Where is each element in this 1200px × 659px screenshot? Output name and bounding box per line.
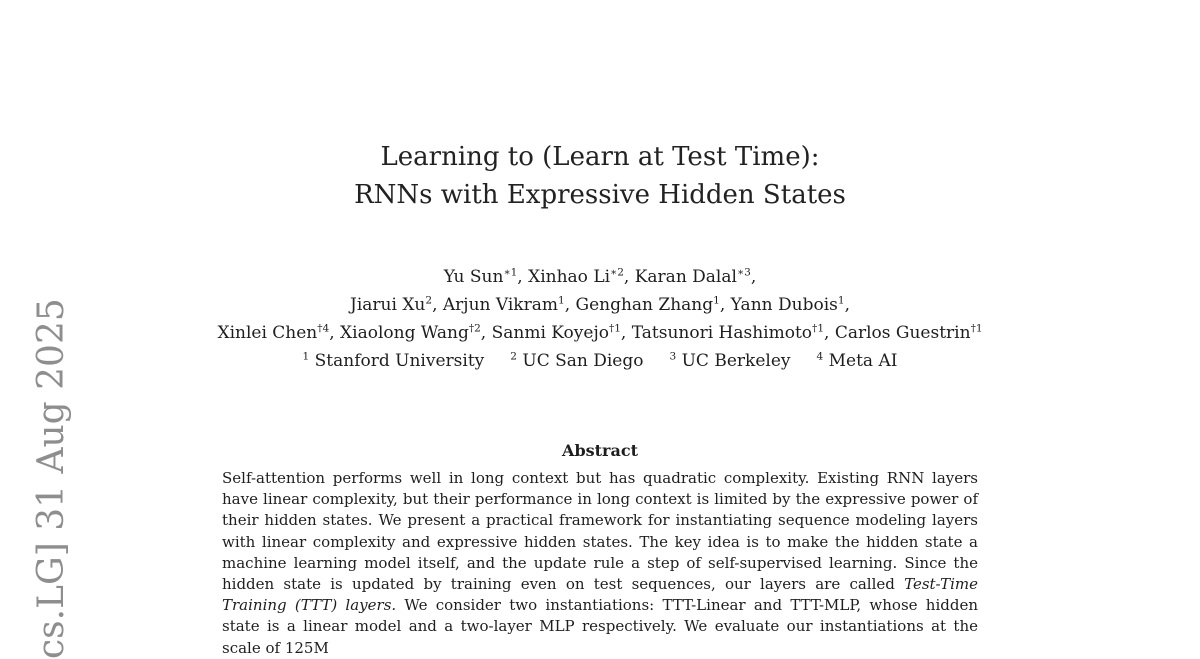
author-name: Karan Dalal	[634, 267, 737, 287]
affiliation-number: 1	[302, 350, 310, 363]
author-separator: ,	[564, 295, 576, 315]
author-affiliation-marker: ∗1	[503, 266, 518, 279]
affiliation-meta	[817, 351, 898, 371]
author-affiliation-marker: †2	[468, 322, 481, 335]
author-separator: ,	[620, 323, 632, 343]
arxiv-watermark: cs.LG] 31 Aug 2025	[31, 298, 72, 659]
abstract-heading: Abstract	[562, 441, 638, 460]
abstract-text-segment-2: We consider two instantiations: TTT-Linear and TTT-MLP, whose hidden state is a linear model and a two-layer MLP respectively. We evaluate our instantiations at the scale of 125M	[222, 596, 978, 657]
abstract-text	[222, 468, 978, 659]
abstract-italic-segment: Test-Time Training (TTT) layers.	[222, 575, 978, 615]
author-name: Arjun Vikram	[442, 295, 558, 315]
author-affiliation-marker: ∗3	[736, 266, 751, 279]
author-name: Yu Sun	[443, 267, 504, 287]
author-separator: ,	[432, 295, 443, 315]
author-separator: ,	[517, 267, 529, 287]
author-affiliation-marker: †1	[970, 322, 983, 335]
author-name: Tatsunori Hashimoto	[631, 323, 813, 343]
affiliation-name: Meta AI	[823, 351, 898, 371]
affiliation-number: 4	[816, 350, 824, 363]
author-name: Genghan Zhang	[575, 295, 714, 315]
author-name: Xinlei Chen	[217, 323, 318, 343]
author-name: Sanmi Koyejo	[491, 323, 609, 343]
affiliation-stanford	[303, 351, 485, 371]
author-affiliation-marker: 1	[557, 294, 565, 307]
authors-block	[0, 263, 1200, 375]
authors-line-1	[0, 263, 1200, 291]
affiliation-name: UC Berkeley	[676, 351, 791, 371]
author-name: Jiarui Xu	[350, 295, 426, 315]
affiliation-berkeley	[670, 351, 791, 371]
title-line-1: Learning to (Learn at Test Time):	[380, 142, 820, 172]
affiliation-name: Stanford University	[309, 351, 485, 371]
author-name: Xinhao Li	[528, 267, 611, 287]
abstract-text-segment-1: Self-attention performs well in long context but has quadratic complexity. Existing RNN layers have linear complexity, but their performance in long context is limited by the expressive power of their hidden states. We present a practical framework for instantiating sequence modeling layers with linear complexity and expressive hidden states. The key idea is to make the hidden state a machine learning model itself, and the update rule a step of self-supervised learning. Since the hidden state is updated by training even on test sequences, our layers are called	[222, 469, 978, 594]
author-affiliation-marker: ∗2	[610, 266, 624, 279]
author-affiliation-marker: 2	[425, 294, 433, 307]
affiliation-ucsd	[510, 351, 643, 371]
author-name: Carlos Guestrin	[834, 323, 971, 343]
affiliation-name: UC San Diego	[516, 351, 644, 371]
author-separator: ,	[824, 323, 835, 343]
title-line-2: RNNs with Expressive Hidden States	[354, 180, 846, 210]
author-name: Xiaolong Wang	[340, 323, 469, 343]
affiliation-number: 2	[510, 350, 517, 363]
author-separator: ,	[480, 323, 492, 343]
author-separator: ,	[750, 267, 757, 287]
affiliation-number: 3	[669, 350, 677, 363]
authors-line-2	[0, 291, 1200, 319]
author-affiliation-marker: 1	[713, 294, 720, 307]
author-separator: ,	[623, 267, 635, 287]
author-affiliation-marker: †1	[812, 322, 825, 335]
author-name: Yann Dubois	[730, 295, 838, 315]
paper-title	[0, 138, 1200, 214]
author-affiliation-marker: †1	[608, 322, 621, 335]
author-separator: ,	[844, 295, 850, 315]
author-separator: ,	[719, 295, 731, 315]
author-separator: ,	[329, 323, 341, 343]
affiliations-line	[0, 347, 1200, 375]
authors-line-3	[0, 319, 1200, 347]
author-affiliation-marker: †4	[317, 322, 330, 335]
author-affiliation-marker: 1	[837, 294, 845, 307]
